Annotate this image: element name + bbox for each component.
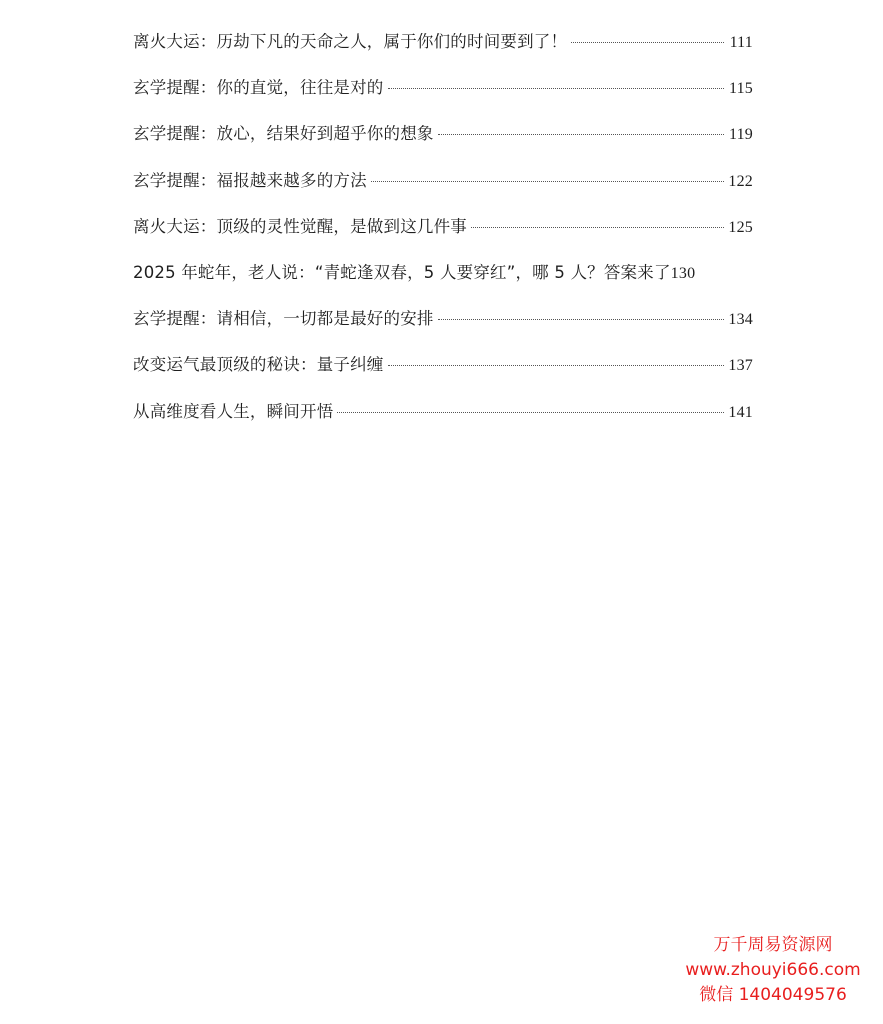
watermark-url: www.zhouyi666.com (685, 960, 861, 980)
toc-entry[interactable] (133, 253, 753, 299)
toc-entry[interactable] (133, 207, 753, 253)
toc-entry-title: 改变运气最顶级的秘诀：量子纠缠 (133, 355, 384, 375)
toc-entry[interactable] (133, 345, 753, 391)
toc-entry[interactable] (133, 161, 753, 207)
watermark-contact: 微信 1404049576 (699, 985, 847, 1005)
toc-dot-leader (337, 412, 724, 413)
toc-entry-title: 玄学提醒：你的直觉，往往是对的 (133, 78, 384, 98)
toc-entry-page: 130 (670, 264, 696, 282)
watermark (673, 933, 873, 1008)
toc-entry[interactable] (133, 392, 753, 438)
table-of-contents (133, 22, 753, 438)
toc-entry-page: 141 (728, 403, 753, 421)
toc-dot-leader (388, 88, 725, 89)
toc-dot-leader (371, 181, 724, 182)
toc-entry[interactable] (133, 299, 753, 345)
toc-entry-page: 115 (728, 80, 753, 98)
toc-entry-page: 119 (728, 126, 753, 144)
toc-entry[interactable] (133, 68, 753, 114)
toc-entry-title: 从高维度看人生，瞬间开悟 (133, 401, 334, 421)
toc-entry-page: 122 (728, 172, 753, 190)
toc-entry-title: 玄学提醒：请相信，一切都是最好的安排 (133, 309, 434, 329)
toc-entry-page: 125 (728, 218, 753, 236)
toc-dot-leader (471, 227, 724, 228)
toc-dot-leader (438, 134, 724, 135)
toc-entry-title: 离火大运：顶级的灵性觉醒，是做到这几件事 (133, 216, 467, 236)
toc-entry-page: 134 (728, 311, 753, 329)
toc-dot-leader (571, 42, 724, 43)
toc-entry-title: 2025 年蛇年，老人说：“青蛇逢双春，5 人要穿红”，哪 5 人？答案来了 (133, 262, 671, 282)
toc-dot-leader (438, 319, 724, 320)
toc-entry[interactable] (133, 22, 753, 68)
watermark-site-name: 万千周易资源网 (713, 935, 833, 955)
toc-entry-page: 137 (728, 357, 753, 375)
toc-entry-title: 玄学提醒：福报越来越多的方法 (133, 170, 367, 190)
toc-entry-title: 玄学提醒：放心，结果好到超乎你的想象 (133, 124, 434, 144)
toc-entry-page: 111 (729, 34, 753, 51)
toc-entry[interactable] (133, 114, 753, 160)
toc-entry-title: 离火大运：历劫下凡的天命之人，属于你们的时间要到了！ (133, 32, 568, 51)
toc-dot-leader (388, 365, 725, 366)
